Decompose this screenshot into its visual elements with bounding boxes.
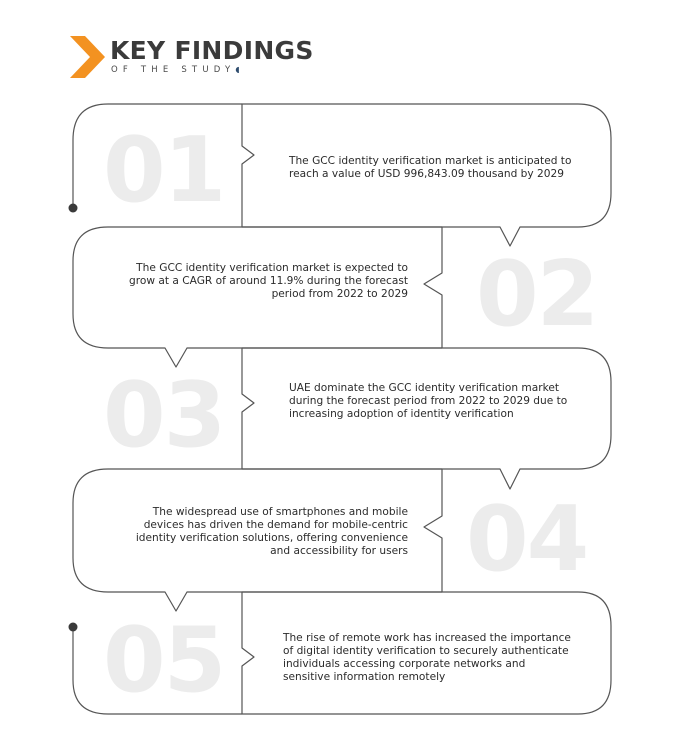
finding-number-4: 04 xyxy=(466,487,588,592)
end-dot xyxy=(69,623,78,632)
finding-text-5: The rise of remote work has increased the importance of digital identity verification to securely authenticate individuals accessing corporate networks and sensitive information remotely xyxy=(283,632,571,683)
finding-number-2: 02 xyxy=(476,242,598,347)
finding-text-4: The widespread use of smartphones and mobile devices has driven the demand for mobile-centric identity verification solutions, offering convenience and accessibility for users xyxy=(135,506,408,557)
subtitle-text: OF THE STUDY xyxy=(111,65,236,75)
page-title: KEY FINDINGS xyxy=(110,36,314,65)
start-dot xyxy=(69,204,78,213)
finding-number-3: 03 xyxy=(103,363,225,468)
half-circle-icon: ◖ xyxy=(235,65,245,74)
finding-text-1: The GCC identity verification market is anticipated to reach a value of USD 996,843.09 thousand by 2029 xyxy=(289,155,572,180)
finding-text-3: UAE dominate the GCC identity verification market during the forecast period from 2022 to 2029 due to increasing adoption of identity verification xyxy=(289,382,568,420)
finding-number-1: 01 xyxy=(103,118,225,223)
finding-text-2: The GCC identity verification market is expected to grow at a CAGR of around 11.9% during the forecast period from 2022 to 2029 xyxy=(129,262,408,300)
finding-number-5: 05 xyxy=(103,608,225,713)
